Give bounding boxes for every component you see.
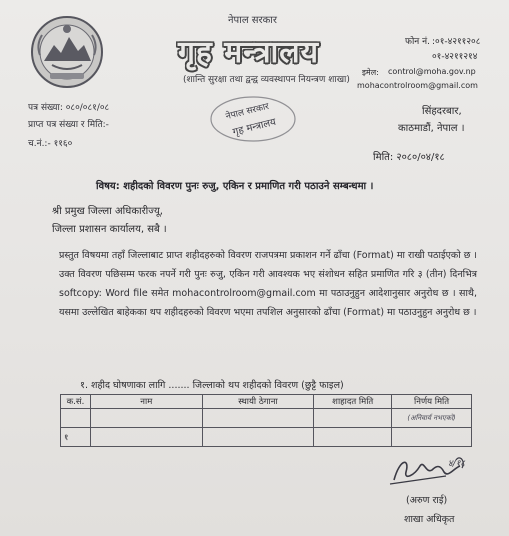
reference-number: पत्र संख्या: ०८०/०८१/०८ [28, 103, 110, 113]
column-header-serial: क.सं. [61, 395, 91, 409]
table-row [61, 428, 472, 447]
address-line-2: काठमाडौं, नेपाल । [398, 123, 465, 134]
ministry-title: गृह मन्त्रालय [178, 35, 320, 70]
letter-date: मिति: २०८०/०४/१८ [373, 152, 445, 163]
letter-body: प्रस्तुत विषयमा तहाँ जिल्लाबाट प्राप्त शहीदहरुको विवरण राजपत्रमा प्रकाशन गर्ने ढाँचा (Format) मा राखी पठाईएको छ । उक्त विवरण पछिसम्म फरक नपर्ने गरी पुनः रुजु, एकिन गरी आवश्यक भए संशोधन सहित प्रमाणित गरि ३ (तीन) दिनभित्र softcopy: Word file समेत mohacontrolroom@gmail.com मा पठाउनुहुन आदेशानुसार अनुरोध छ । साथै, यसमा उल्लेखित बाहेकका थप शहीदहरुको विवरण भएमा तपशिल अनुसारको ढाँचा (Format) मा पठाउनुहुन अनुरोध छ । [59, 250, 477, 318]
phone-label: फोन नं. [405, 37, 430, 47]
email-address-1: control@moha.gov.np [388, 67, 476, 76]
received-letter-number: प्राप्त पत्र संख्या र मिति:- [28, 120, 109, 130]
phone-number-1: :०१-४२११२०८ [432, 37, 481, 47]
decision-date-note: (अनिवार्य नभएको) [392, 409, 472, 428]
addressee-line-2: जिल्ला प्रशासन कार्यालय, सबै । [52, 224, 167, 235]
martyr-details-table [60, 394, 472, 447]
government-name: नेपाल सरकार [228, 15, 277, 26]
table-header-row [61, 395, 472, 409]
section-name: (शान्ति सुरक्षा तथा द्वन्द्व व्यवस्थापन नियन्त्रण शाखा) [183, 75, 350, 85]
table-note-row [61, 409, 472, 428]
row-serial: १ [61, 428, 91, 447]
signatory-name: (अरुण राई) [406, 495, 448, 506]
handwritten-signature-icon [386, 450, 496, 490]
column-header-decision-date: निर्णय मिति [392, 395, 472, 409]
nepal-emblem-icon [30, 15, 104, 89]
address-line-1: सिंहदरबार, [422, 106, 462, 117]
stamp-text-1: नेपाल सरकार [224, 101, 271, 123]
letter-subject: विषय: शहीदको विवरण पुनः रुजु, एकिन र प्रमाणित गरी पठाउने सम्बन्धमा । [96, 181, 374, 192]
signature-date: ४/१८ [448, 459, 466, 469]
table-title: १. शहीद घोषणाका लागि ....... जिल्लाको थप शहीदको विवरण (छुट्टै फाइल) [80, 380, 344, 391]
phone-number-2: ०१-४२११२१४ [432, 52, 478, 62]
dispatch-number: च.नं.:- ११६० [28, 139, 73, 149]
email-label: इमेल: [362, 68, 379, 77]
column-header-martyrdom-date: शाहादत मिति [314, 395, 392, 409]
signatory-title: शाखा अधिकृत [404, 514, 455, 525]
stamp-text-2: गृह मन्त्रालय [231, 116, 278, 139]
addressee-line-1: श्री प्रमुख जिल्ला अधिकारीज्यू, [52, 206, 163, 217]
email-address-2: mohacontrolroom@gmail.com [357, 81, 478, 90]
column-header-name: नाम [90, 395, 202, 409]
column-header-permanent-address: स्थायी ठेगाना [202, 395, 314, 409]
